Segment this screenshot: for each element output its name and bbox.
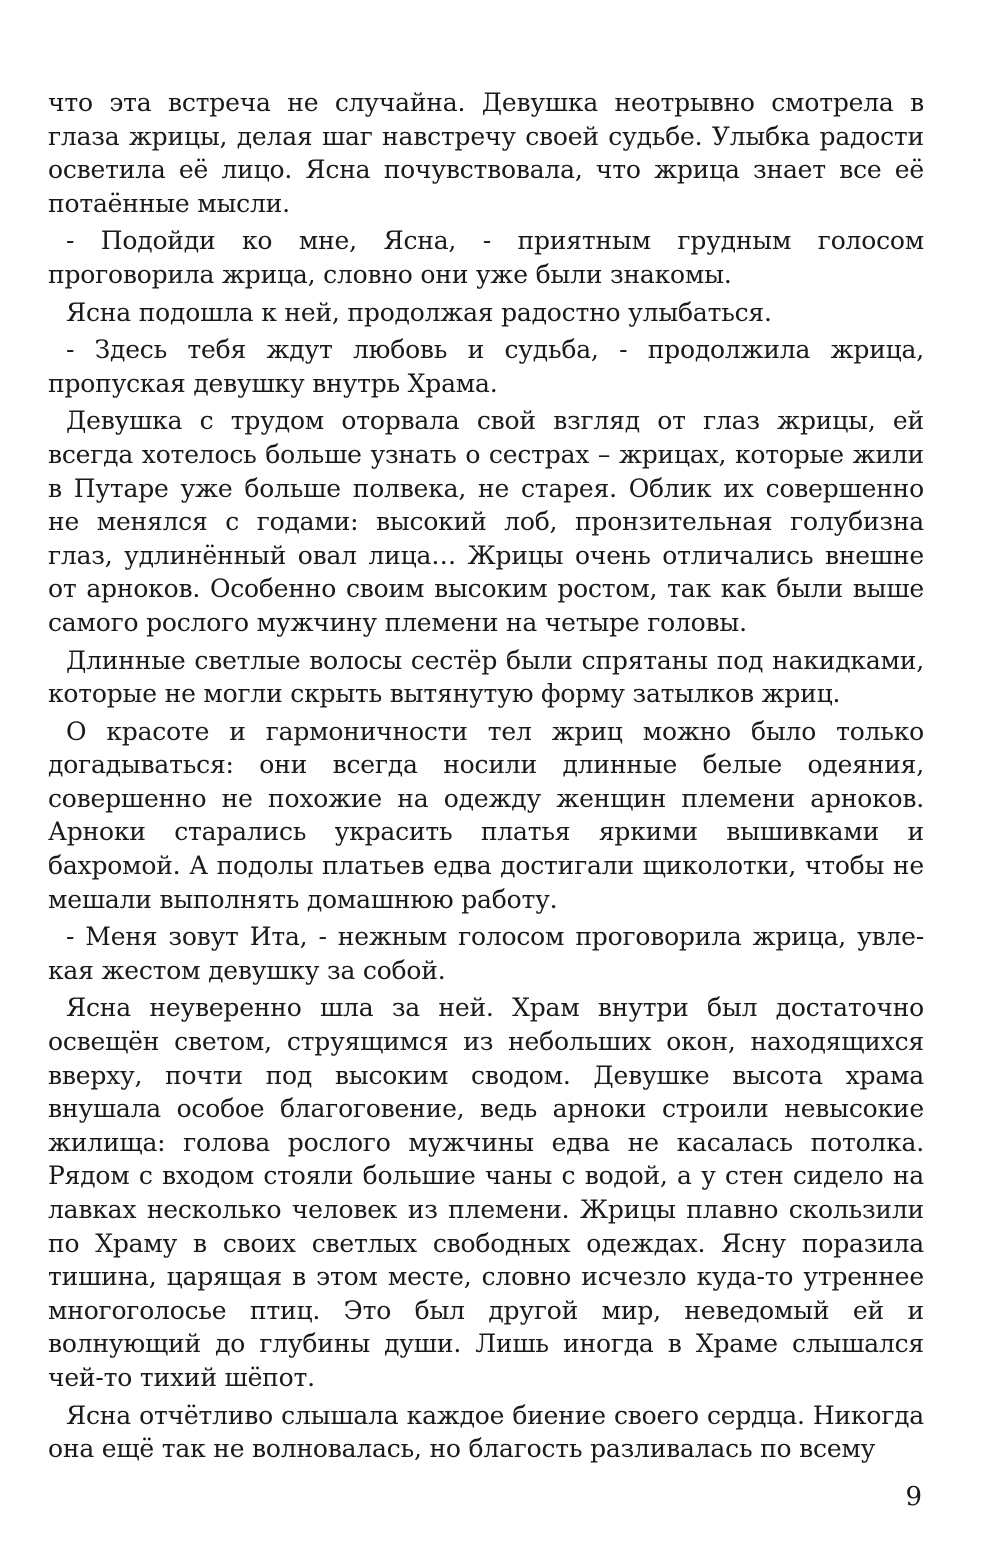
page-text xyxy=(48,86,924,1470)
paragraph-7: О красоте и гармоничности тел жриц можно было только догадываться: они всегда носили длинные белые одеяния, совершенно не похожие на одежду женщин племени арноков. Арноки старались украсить платья яркими вышивками и бахромой. А подолы платьев едва достигали щиколотки, чтобы не мешали выполнять домашнюю работу. xyxy=(48,716,924,914)
paragraph-9: Ясна неуверенно шла за ней. Храм внутри был достаточно освещён светом, струящимся из небольших окон, находящихся вверху, почти под высоким сводом. Девушке высота храма внушала особое благоговение, ведь арноки строили невысокие жилища: голова рослого мужчины едва не касалась потолка. Рядом с входом стояли большие чаны с водой, а у стен сидело на лавках несколько человек из племени. Жрицы плавно скользили по Храму в своих светлых свободных одеждах. Ясну поразила тишина, царящая в этом месте, словно исчезло куда-то утреннее многоголосье птиц. Это был другой мир, неведомый ей и волнующий до глубины души. Лишь иногда в Храме слышался чей-то тихий шёпот. xyxy=(48,993,924,1392)
paragraph-5: Девушка с трудом оторвала свой взгляд от глаз жрицы, ей всегда хотелось больше узнать о сестрах – жрицах, которые жили в Путаре уже больше полвека, не старея. Облик их совершенно не менялся с годами: высокий лоб, пронзительная голубизна глаз, удлинённый овал лица… Жрицы очень отличались внешне от арноков. Особенно своим высоким ростом, так как были выше самого рослого мужчину племени на четыре головы. xyxy=(48,406,924,637)
page-number: 9 xyxy=(905,1482,922,1512)
paragraph-2: - Подойди ко мне, Ясна, - приятным грудным голосом проговорила жрица, словно они уже были знакомы. xyxy=(48,226,924,289)
paragraph-3: Ясна подошла к ней, продолжая радостно улыбаться. xyxy=(66,297,772,327)
paragraph-10: Ясна отчётливо слышала каждое биение своего сердца. Никогда она ещё так не волновалась, но благость разливалась по всему xyxy=(48,1400,924,1464)
paragraph-6: Длинные светлые волосы сестёр были спрятаны под накидками, которые не могли скрыть вытянутую форму затылков жриц. xyxy=(48,645,924,709)
paragraph-8: - Меня зовут Ита, - нежным голосом проговорила жрица, увле-кая жестом девушку за собой. xyxy=(48,922,924,985)
paragraph-1: что эта встреча не случайна. Девушка неотрывно смотрела в глаза жрицы, делая шаг навстречу своей судьбе. Улыбка радости осветила её лицо. Ясна почувствовала, что жрица знает все её потаённые мысли. xyxy=(48,88,924,218)
paragraph-4: - Здесь тебя ждут любовь и судьба, - продолжила жрица, пропуская девушку внутрь Храма. xyxy=(48,335,924,398)
